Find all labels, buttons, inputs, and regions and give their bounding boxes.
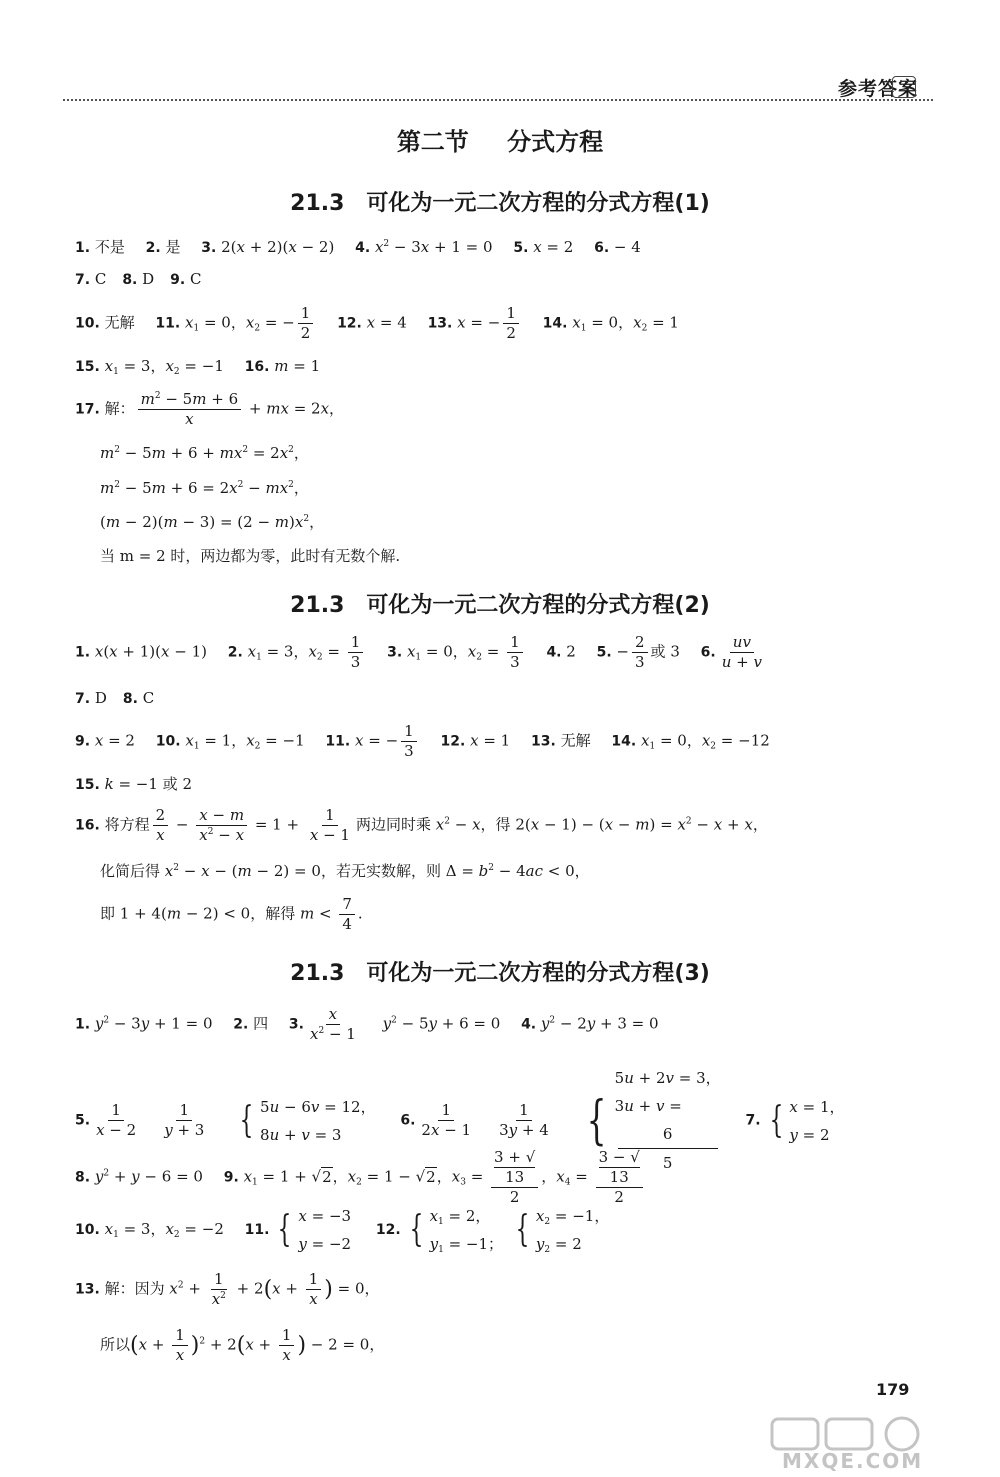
- answer-2: 四: [253, 1014, 269, 1033]
- answer-13-intro: 解：因为: [104, 1279, 165, 1298]
- part2-step2: 即 1 + 4(m − 2) < 0，解得 m < $\frac{7}{4}$ .: [100, 895, 363, 933]
- part2-line5: 16. 将方程 $\frac{2}{x}$ − $\frac{x - m}{x^2 - x}$ = 1 + $\frac{1}{x - 1}$ 两边同时乘 $x^2 - x$，得 $2(x - 1) - (x - m) = x^2 - x + x$，: [75, 806, 768, 844]
- part3-line1: 1. $y^2 - 3y + 1 = 0$ 2. 四 3. $\frac{x}{x^2 - 1}$ $y^2 - 5y + 6 = 0$ 4. $y^2 - 2y + 3 = 0$: [75, 1005, 659, 1043]
- answer-13: 无解: [560, 731, 591, 750]
- part2-line2: 7. D 8. C: [75, 689, 155, 707]
- part3-line2: 5. $\frac{1}{x - 2}$ $\frac{1}{y + 3}$ { 5u − 6v = 12， 8u + v = 3 6. $\frac{1}{2x - 1}$ $\frac{1}{3y + 4}$ { 5u + 2v = 3， 3u + v = 6 5 7. { x = 1， y = 2: [75, 1069, 845, 1172]
- part3-line3: 8. $y^2 + y - 6 = 0$ 9. $x_1 = 1 + √2$，$x_2 = 1 - √2$，$x_3$ = 3 + √ 13 2 ，$x_4$ = 3 − √ 13 2: [75, 1148, 646, 1207]
- part1-step1: $m^2 - 5m + 6 + mx^2 = 2x^2$，: [100, 444, 309, 462]
- part1-conclusion: 当 m = 2 时，两边都为零，此时有无数个解.: [100, 547, 401, 565]
- part1-line5: 17. 解： $\frac{m^2 - 5m + 6}{x}$ + mx = 2x，: [75, 390, 345, 428]
- answer-5-or: 或: [650, 642, 666, 661]
- part2-line1: 1. x(x + 1)(x − 1) 2. $x_1 = 3$，$x_2$ = $\frac{1}{3}$ 3. $x_1 = 0$，$x_2$ = $\frac{1}{3}$ 4. 2 5. − $\frac{2}{3}$ 或 3 6. $\frac{uv}{u + v}$: [75, 633, 762, 671]
- part3-line4: 10. $x_1 = 3$，$x_2 = -2$ 11. { x = −3 y = −2 12. { $x_1 = 2$， $y_1 = -1$； { $x_2 = -1$， $y_2 = 2$: [75, 1207, 610, 1255]
- part1-step2: $m^2 - 5m + 6 = 2x^2 - mx^2$，: [100, 479, 309, 497]
- answer-10: 无解: [104, 313, 135, 332]
- part1-line4: 15. $x_1 = 3$，$x_2 = -1$ 16. m = 1: [75, 357, 321, 377]
- part2-line4: 15. k = −1 或 2: [75, 775, 192, 793]
- header-title: 参考答案: [837, 78, 918, 100]
- part1-line3: 10. 无解 11. $x_1 = 0$，$x_2$ = − $\frac{1}{2}$ 12. x = 4 13. x = − $\frac{1}{2}$ 14. $x_1 = 0$，$x_2 = 1$: [75, 304, 679, 342]
- answer-16-text: 将方程: [104, 815, 150, 834]
- answer-16-text: ，得: [480, 815, 511, 834]
- page-number: 179: [876, 1380, 910, 1399]
- answer-2: 是: [165, 238, 181, 256]
- part1-line1: 1. 不是 2. 是 3. 2(x + 2)(x − 2) 4. $x^2 - 3x + 1 = 0$ 5. x = 2 6. − 4: [75, 238, 641, 256]
- answer-16-text: 即: [100, 904, 116, 923]
- watermark-logo: [768, 1415, 978, 1473]
- part1-step3: $(m - 2)(m - 3) = (2 - m)x^2$，: [100, 513, 325, 531]
- answer-16-text: 两边同时乘: [355, 815, 431, 834]
- answer-15-or: 或: [162, 775, 178, 793]
- part3-title: 21.3 可化为一元二次方程的分式方程(3): [290, 961, 710, 986]
- answer-16-text: ，若无实数解，则: [320, 862, 441, 880]
- part3-step1: 所以(x + $\frac{1}{x}$ )$^2$ + 2(x + $\frac{1}{x}$ ) − 2 = 0，: [100, 1326, 385, 1364]
- part1-line2: 7. C 8. D 9. C: [75, 270, 202, 288]
- section-title: 第二节 分式方程: [396, 128, 604, 156]
- watermark-text: MXQE.COM: [782, 1449, 924, 1473]
- answer-1: 不是: [94, 238, 125, 256]
- part2-step1: 化简后得 $x^2 - x - (m - 2) = 0$，若无实数解，则 $\Delta = b^2 - 4ac < 0$，: [100, 862, 590, 880]
- part3-line5: 13. 解：因为 $x^2$ + $\frac{1}{x^2}$ + 2(x + $\frac{1}{x}$ ) = 0，: [75, 1270, 380, 1308]
- part1-title: 21.3 可化为一元二次方程的分式方程(1): [290, 191, 710, 216]
- book-icon: [892, 76, 916, 98]
- part2-line3: 9. x = 2 10. $x_1 = 1$，$x_2 = -1$ 11. x = − $\frac{1}{3}$ 12. x = 1 13. 无解 14. $x_1 = 0$，$x_2 = -12$: [75, 722, 770, 760]
- header-divider: [63, 99, 933, 101]
- part2-title: 21.3 可化为一元二次方程的分式方程(2): [290, 593, 710, 618]
- answer-16-text: 化简后得: [100, 862, 161, 880]
- answer-17-intro: 解：: [104, 399, 135, 418]
- answer-16-text: ，解得: [250, 904, 296, 923]
- answer-13-so: 所以: [100, 1335, 131, 1354]
